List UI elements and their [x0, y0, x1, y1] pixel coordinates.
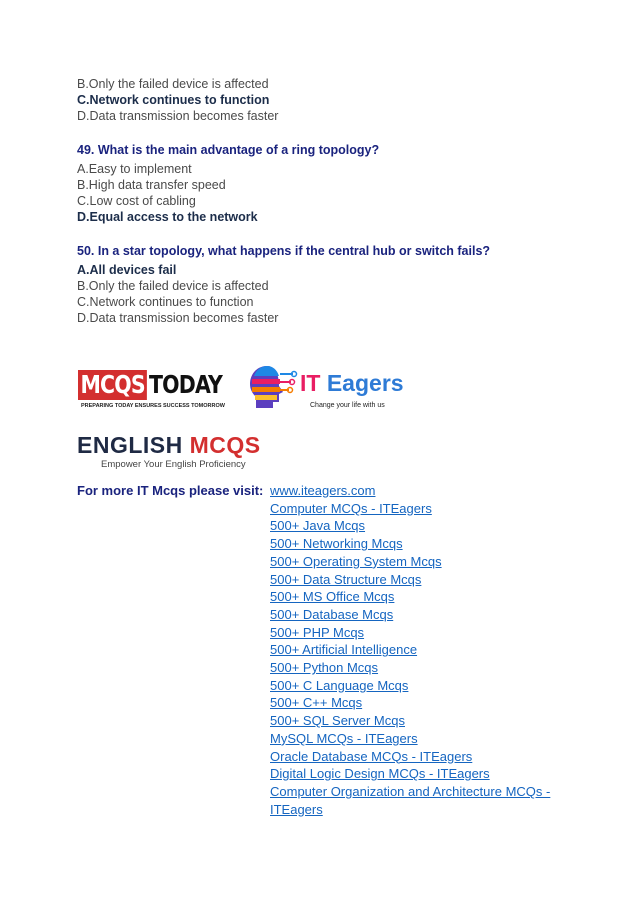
link-item: [270, 677, 570, 695]
more-mcqs-label: For more IT Mcqs please visit:: [77, 483, 264, 498]
link-python-mcqs[interactable]: 500+ Python Mcqs: [270, 660, 379, 676]
link-cpp-mcqs[interactable]: 500+ C++ Mcqs: [270, 695, 363, 711]
link-item: [270, 765, 570, 783]
link-item: [270, 748, 570, 766]
link-item: [270, 482, 570, 500]
q49-question: 49. What is the main advantage of a ring topology?: [77, 143, 380, 157]
q49-option-c: C.Low cost of cabling: [77, 194, 196, 208]
link-database-mcqs[interactable]: 500+ Database Mcqs: [270, 606, 394, 622]
circuit-head-icon: [247, 362, 299, 414]
link-item: [270, 535, 570, 553]
link-operating-system-mcqs[interactable]: 500+ Operating System Mcqs: [270, 553, 442, 569]
link-item: [270, 659, 570, 677]
link-item: [270, 801, 570, 819]
link-iteagers-home[interactable]: www.iteagers.com: [270, 483, 376, 498]
q49-option-d-correct: D.Equal access to the network: [77, 210, 258, 224]
mcqs-today-logo: [78, 368, 228, 412]
link-digital-logic-design-mcqs[interactable]: Digital Logic Design MCQs - ITEagers: [270, 766, 490, 782]
mcqs-today-tagline: PREPARING TODAY ENSURES SUCCESS TOMORROW: [81, 403, 225, 409]
it-eagers-tagline: Change your life with us: [310, 402, 385, 409]
link-computer-organization-mcqs-cont[interactable]: ITEagers: [270, 801, 323, 817]
q50-option-c: C.Network continues to function: [77, 295, 254, 309]
q50-option-a-correct: A.All devices fail: [77, 263, 177, 277]
link-item: [270, 606, 570, 624]
english-mcqs-logo: [77, 432, 267, 472]
link-item: [270, 783, 570, 801]
link-computer-mcqs[interactable]: Computer MCQs - ITEagers: [270, 500, 432, 516]
link-php-mcqs[interactable]: 500+ PHP Mcqs: [270, 624, 365, 640]
link-oracle-database-mcqs[interactable]: Oracle Database MCQs - ITEagers: [270, 748, 473, 764]
mcqs-logo-text: MCQS: [78, 370, 147, 400]
link-item: [270, 553, 570, 571]
link-sql-server-mcqs[interactable]: 500+ SQL Server Mcqs: [270, 713, 405, 729]
it-eagers-title: IT Eagers: [300, 370, 404, 396]
q50-option-d: D.Data transmission becomes faster: [77, 311, 279, 325]
link-data-structure-mcqs[interactable]: 500+ Data Structure Mcqs: [270, 571, 422, 587]
link-mysql-mcqs[interactable]: MySQL MCQs - ITEagers: [270, 730, 418, 746]
link-item: [270, 712, 570, 730]
it-eagers-logo: [247, 362, 407, 414]
link-item: [270, 624, 570, 642]
q49-option-a: A.Easy to implement: [77, 162, 192, 176]
q48-option-c-correct: C.Network continues to function: [77, 93, 270, 107]
link-item: [270, 694, 570, 712]
link-item: [270, 517, 570, 535]
english-mcqs-title: ENGLISH MCQS: [77, 432, 261, 458]
english-mcqs-tagline: Empower Your English Proficiency: [101, 459, 246, 470]
q48-option-b: B.Only the failed device is affected: [77, 77, 269, 91]
links-list: [270, 482, 570, 818]
q48-option-d: D.Data transmission becomes faster: [77, 109, 279, 123]
link-item: [270, 571, 570, 589]
link-artificial-intelligence[interactable]: 500+ Artificial Intelligence: [270, 642, 418, 658]
q50-question: 50. In a star topology, what happens if the central hub or switch fails?: [77, 244, 491, 258]
link-computer-organization-mcqs[interactable]: Computer Organization and Architecture MCQs -: [270, 783, 551, 799]
q50-option-b: B.Only the failed device is affected: [77, 279, 269, 293]
today-logo-text: TODAY: [149, 370, 223, 399]
q49-option-b: B.High data transfer speed: [77, 178, 226, 192]
link-item: [270, 641, 570, 659]
link-networking-mcqs[interactable]: 500+ Networking Mcqs: [270, 536, 403, 552]
link-ms-office-mcqs[interactable]: 500+ MS Office Mcqs: [270, 589, 395, 605]
link-item: [270, 588, 570, 606]
link-item: [270, 730, 570, 748]
link-java-mcqs[interactable]: 500+ Java Mcqs: [270, 518, 366, 534]
link-item: [270, 500, 570, 518]
link-c-language-mcqs[interactable]: 500+ C Language Mcqs: [270, 677, 409, 693]
